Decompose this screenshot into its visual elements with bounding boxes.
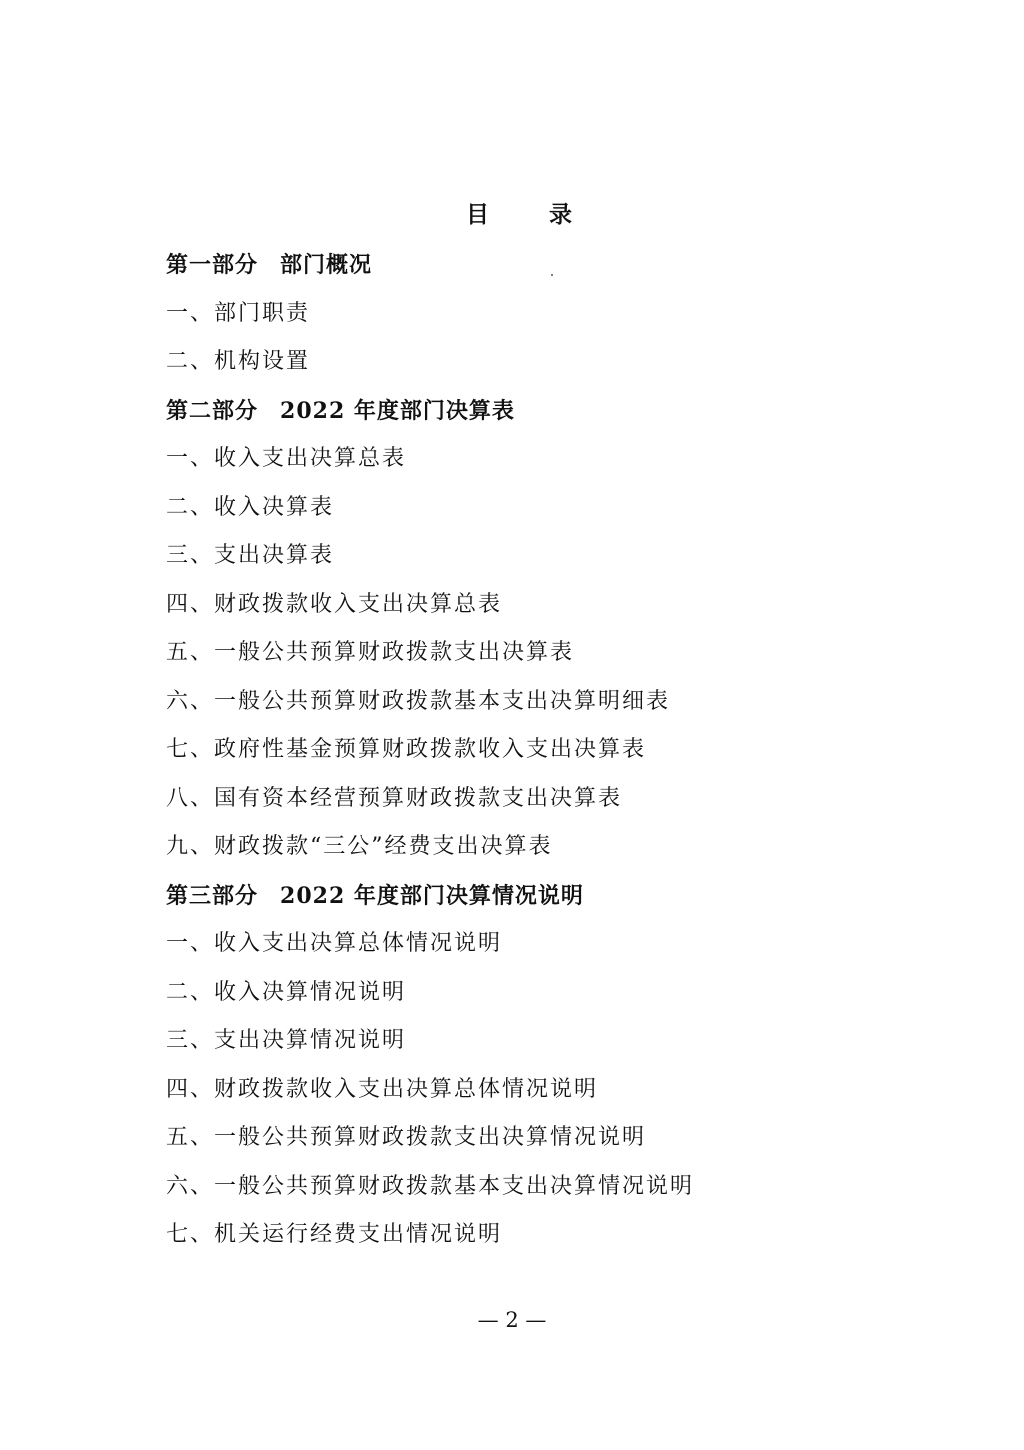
part-label: 第一部分 (166, 252, 259, 278)
toc-item: 六、一般公共预算财政拨款基本支出决算情况说明 (166, 1173, 695, 1199)
part-label: 第三部分 (166, 882, 259, 909)
toc-item: 一、收入支出决算总表 (166, 446, 407, 471)
page-number: — 2 — (477, 1308, 547, 1332)
part-heading-1 (166, 241, 886, 290)
toc-title: 目 录 (465, 201, 598, 228)
part-title: 部门概况 (280, 252, 373, 278)
toc-item: 四、财政拨款收入支出决算总表 (166, 591, 503, 617)
toc-item: 六、一般公共预算财政拨款基本支出决算明细表 (166, 688, 671, 714)
part-title: 2022 年度部门决算表 (280, 397, 515, 424)
toc-item: 一、部门职责 (166, 300, 311, 326)
toc-item: 三、支出决算表 (166, 543, 335, 568)
toc-item: 二、收入决算情况说明 (166, 979, 407, 1005)
toc-item: 二、机构设置 (166, 349, 311, 374)
part-label: 第二部分 (166, 397, 259, 424)
toc-item: 四、财政拨款收入支出决算总体情况说明 (166, 1076, 599, 1102)
toc-item: 七、机关运行经费支出情况说明 (166, 1222, 503, 1247)
part-title: 2022 年度部门决算情况说明 (280, 882, 584, 909)
toc-item: 五、一般公共预算财政拨款支出决算表 (166, 640, 575, 665)
part-heading-3 (166, 872, 886, 921)
part-heading-2 (166, 387, 886, 436)
toc-item: 二、收入决算表 (166, 494, 335, 520)
toc-item: 三、支出决算情况说明 (166, 1028, 407, 1053)
toc-item: 一、收入支出决算总体情况说明 (166, 931, 503, 956)
toc-item: 九、财政拨款“三公”经费支出决算表 (166, 834, 553, 859)
toc-item: 八、国有资本经营预算财政拨款支出决算表 (166, 785, 623, 811)
toc-item: 七、政府性基金预算财政拨款收入支出决算表 (166, 737, 647, 762)
toc-item: 五、一般公共预算财政拨款支出决算情况说明 (166, 1125, 647, 1150)
table-of-contents (166, 241, 886, 1260)
